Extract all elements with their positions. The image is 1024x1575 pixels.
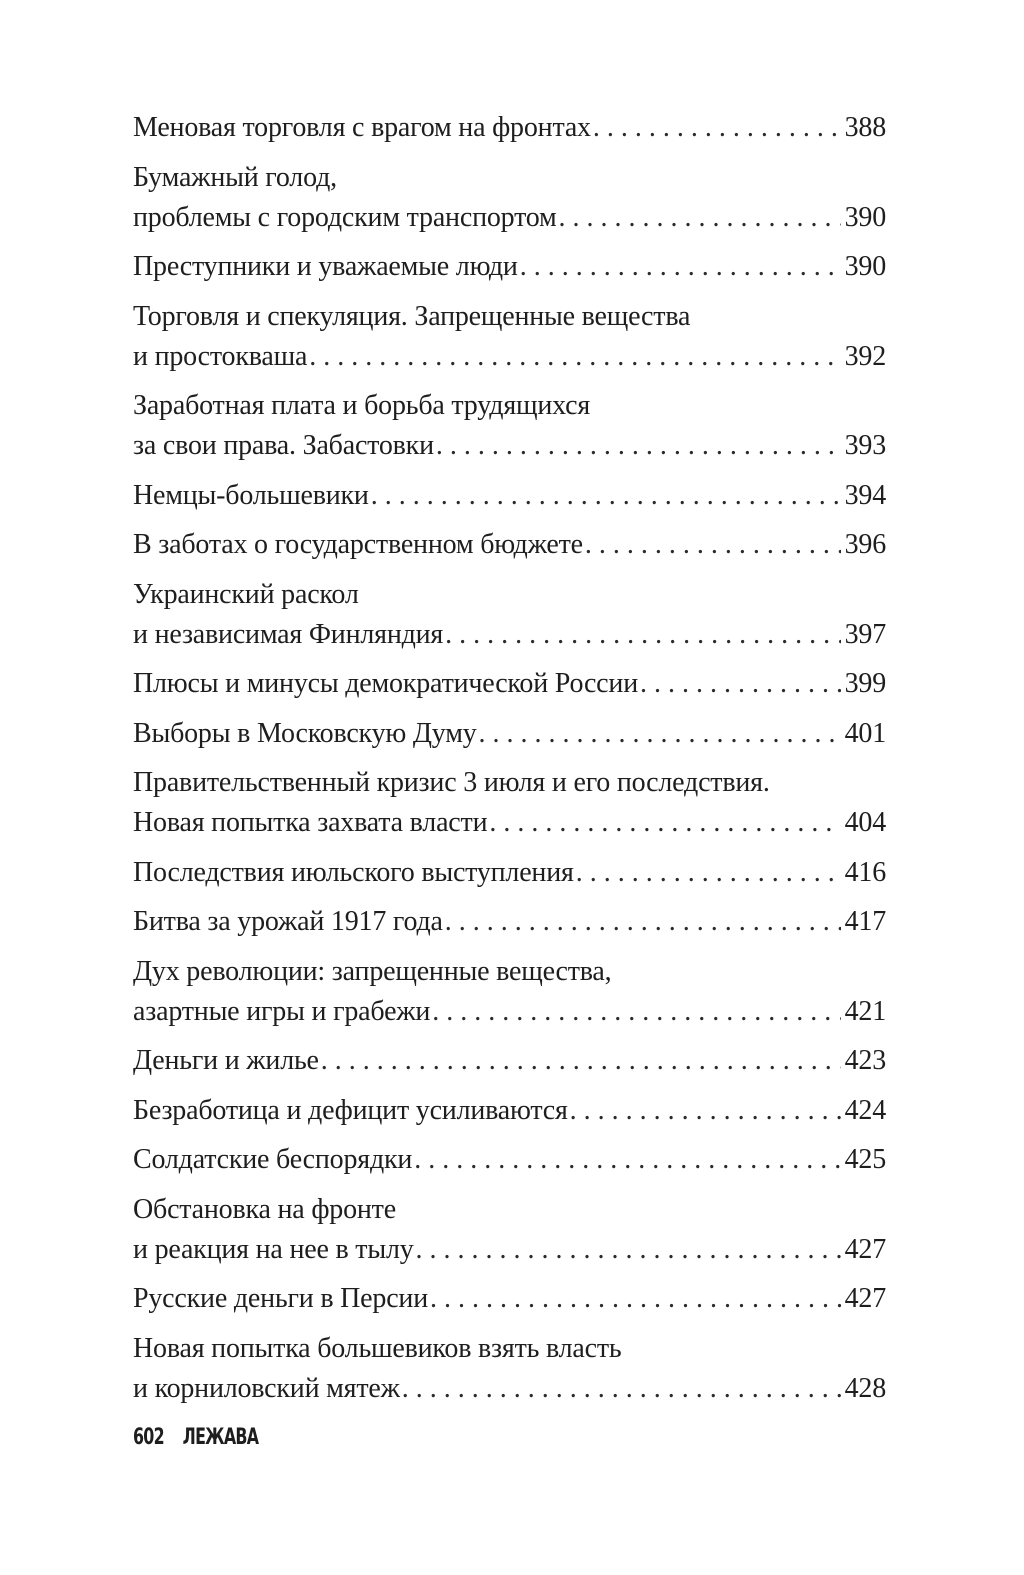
toc-entry-line: [133, 1041, 886, 1081]
toc-entry: [133, 525, 886, 565]
toc-entry: [133, 1041, 886, 1081]
dot-leader: [445, 615, 840, 655]
toc-entry: [133, 714, 886, 754]
toc-entry-line: [133, 386, 886, 426]
dot-leader: [416, 1230, 841, 1270]
toc-entry-page: 425: [844, 1144, 886, 1175]
toc-entry-line: [133, 476, 886, 516]
toc-entry-page: 424: [844, 1094, 886, 1126]
toc-entry-line: [133, 297, 886, 337]
toc-entry-page: 427: [844, 1283, 886, 1314]
toc-entry-line: [133, 247, 886, 287]
toc-entry-title: Битва за урожай 1917 года: [133, 906, 443, 937]
page-footer: [133, 1425, 258, 1450]
toc-entry-page: 423: [844, 1045, 886, 1076]
page-number: 602: [133, 1425, 164, 1450]
dot-leader: [559, 198, 841, 238]
toc-entry-line: [133, 1329, 886, 1369]
dot-leader: [489, 803, 840, 843]
toc-entry-line: [133, 853, 886, 893]
dot-leader: [593, 108, 841, 148]
toc-entry-title: Дух революции: запрещенные вещества,: [133, 955, 612, 987]
toc-entry-line: [133, 902, 886, 942]
dot-leader: [414, 1140, 840, 1180]
toc-entry-line: [133, 803, 886, 843]
toc-entry-line: [133, 108, 886, 148]
toc-entry-line: [133, 615, 886, 655]
dot-leader: [479, 714, 841, 754]
toc-entry: [133, 664, 886, 704]
toc-entry-page: 390: [844, 251, 886, 282]
toc-entry-page: 416: [844, 856, 886, 888]
toc-entry-line: [133, 426, 886, 466]
toc-entry-line: [133, 1091, 886, 1131]
dot-leader: [321, 1041, 841, 1081]
toc-entry-title: Бумажный голод,: [133, 161, 337, 193]
toc-entry-page: 421: [844, 995, 886, 1027]
dot-leader: [520, 247, 841, 287]
toc-entry-page: 393: [844, 430, 886, 461]
dot-leader: [576, 853, 841, 893]
dot-leader: [371, 476, 841, 516]
toc-entry-title: и реакция на нее в тылу: [133, 1233, 414, 1265]
toc-entry-title: Новая попытка большевиков взять власть: [133, 1332, 622, 1364]
toc-entry-line: [133, 575, 886, 615]
dot-leader: [445, 902, 841, 942]
toc-entry-title: Плюсы и минусы демократической России: [133, 668, 638, 699]
toc-entry-page: 417: [844, 906, 886, 937]
toc-entry-line: [133, 763, 886, 803]
toc-entry-title: азартные игры и грабежи: [133, 995, 431, 1027]
dot-leader: [436, 426, 841, 466]
toc-entry-title: и независимая Финляндия: [133, 618, 444, 650]
toc-entry-page: 394: [844, 479, 886, 511]
toc-entry: [133, 1140, 886, 1180]
toc-entry: [133, 1091, 886, 1131]
toc-entry-title: Деньги и жилье: [133, 1045, 319, 1076]
toc-entry: [133, 575, 886, 655]
toc-entry-page: 427: [844, 1233, 886, 1265]
toc-entry-title: Выборы в Московскую Думу: [133, 717, 477, 749]
toc-entry-title: и простокваша: [133, 340, 308, 372]
toc-entry-title: Безработица и дефицит усиливаются: [133, 1094, 568, 1126]
toc-entry: [133, 763, 886, 843]
toc-entry-title: Украинский раскол: [133, 578, 359, 610]
toc-entry-title: и корниловский мятеж: [133, 1372, 400, 1404]
toc-entry-title: Новая попытка захвата власти: [133, 807, 488, 838]
toc-entry-title: Заработная плата и борьба трудящихся: [133, 390, 591, 421]
toc-entry: [133, 297, 886, 377]
toc-entry: [133, 902, 886, 942]
toc-entry-line: [133, 1230, 886, 1270]
toc-entry-title: Преступники и уважаемые люди: [133, 251, 518, 282]
toc-entry-line: [133, 1140, 886, 1180]
toc-entry-title: Обстановка на фронте: [133, 1193, 396, 1225]
toc-entry-page: 397: [844, 618, 886, 650]
toc-entry-title: Русские деньги в Персии: [133, 1283, 429, 1314]
toc-entry-page: 390: [844, 201, 886, 233]
toc-entry-line: [133, 337, 886, 377]
toc-entry: [133, 158, 886, 238]
toc-entry: [133, 1329, 886, 1409]
toc-entry-page: 399: [844, 668, 886, 699]
toc-entry-page: 428: [844, 1372, 886, 1404]
toc-entry-title: Меновая торговля с врагом на фронтах: [133, 112, 591, 143]
dot-leader: [585, 525, 841, 565]
toc-entry-line: [133, 952, 886, 992]
toc-entry-title: Немцы-большевики: [133, 479, 369, 511]
dot-leader: [640, 664, 841, 704]
toc-entry-page: 392: [844, 340, 886, 372]
toc-entry-title: Солдатские беспорядки: [133, 1144, 413, 1175]
toc-entry-page: 396: [844, 529, 886, 560]
toc-entry-page: 404: [844, 807, 886, 838]
toc-entry-line: [133, 158, 886, 198]
toc-entry-page: 388: [844, 112, 886, 143]
dot-leader: [430, 1279, 841, 1319]
toc-entry-line: [133, 198, 886, 238]
toc-entry-title: проблемы с городским транспортом: [133, 201, 557, 233]
toc-entry: [133, 476, 886, 516]
running-head-author: ЛЕЖАВА: [182, 1425, 259, 1450]
toc-entry-line: [133, 1369, 886, 1409]
dot-leader: [432, 992, 840, 1032]
toc-entry-title: В заботах о государственном бюджете: [133, 529, 583, 560]
toc-entry-line: [133, 1190, 886, 1230]
toc-entry-line: [133, 525, 886, 565]
toc-entry-line: [133, 1279, 886, 1319]
toc-entry: [133, 952, 886, 1032]
toc-entry: [133, 1279, 886, 1319]
table-of-contents: [133, 108, 886, 1418]
toc-entry-title: Правительственный кризис 3 июля и его последствия.: [133, 767, 770, 798]
dot-leader: [570, 1091, 841, 1131]
dot-leader: [309, 337, 840, 377]
toc-entry-page: 401: [844, 717, 886, 749]
toc-entry: [133, 247, 886, 287]
toc-entry: [133, 386, 886, 466]
toc-entry-title: Последствия июльского выступления: [133, 856, 574, 888]
toc-entry: [133, 1190, 886, 1270]
toc-entry-title: Торговля и спекуляция. Запрещенные вещества: [133, 300, 691, 332]
toc-entry-line: [133, 714, 886, 754]
toc-entry: [133, 853, 886, 893]
toc-entry-title: за свои права. Забастовки: [133, 430, 434, 461]
toc-entry: [133, 108, 886, 148]
dot-leader: [402, 1369, 841, 1409]
toc-entry-line: [133, 992, 886, 1032]
toc-entry-line: [133, 664, 886, 704]
